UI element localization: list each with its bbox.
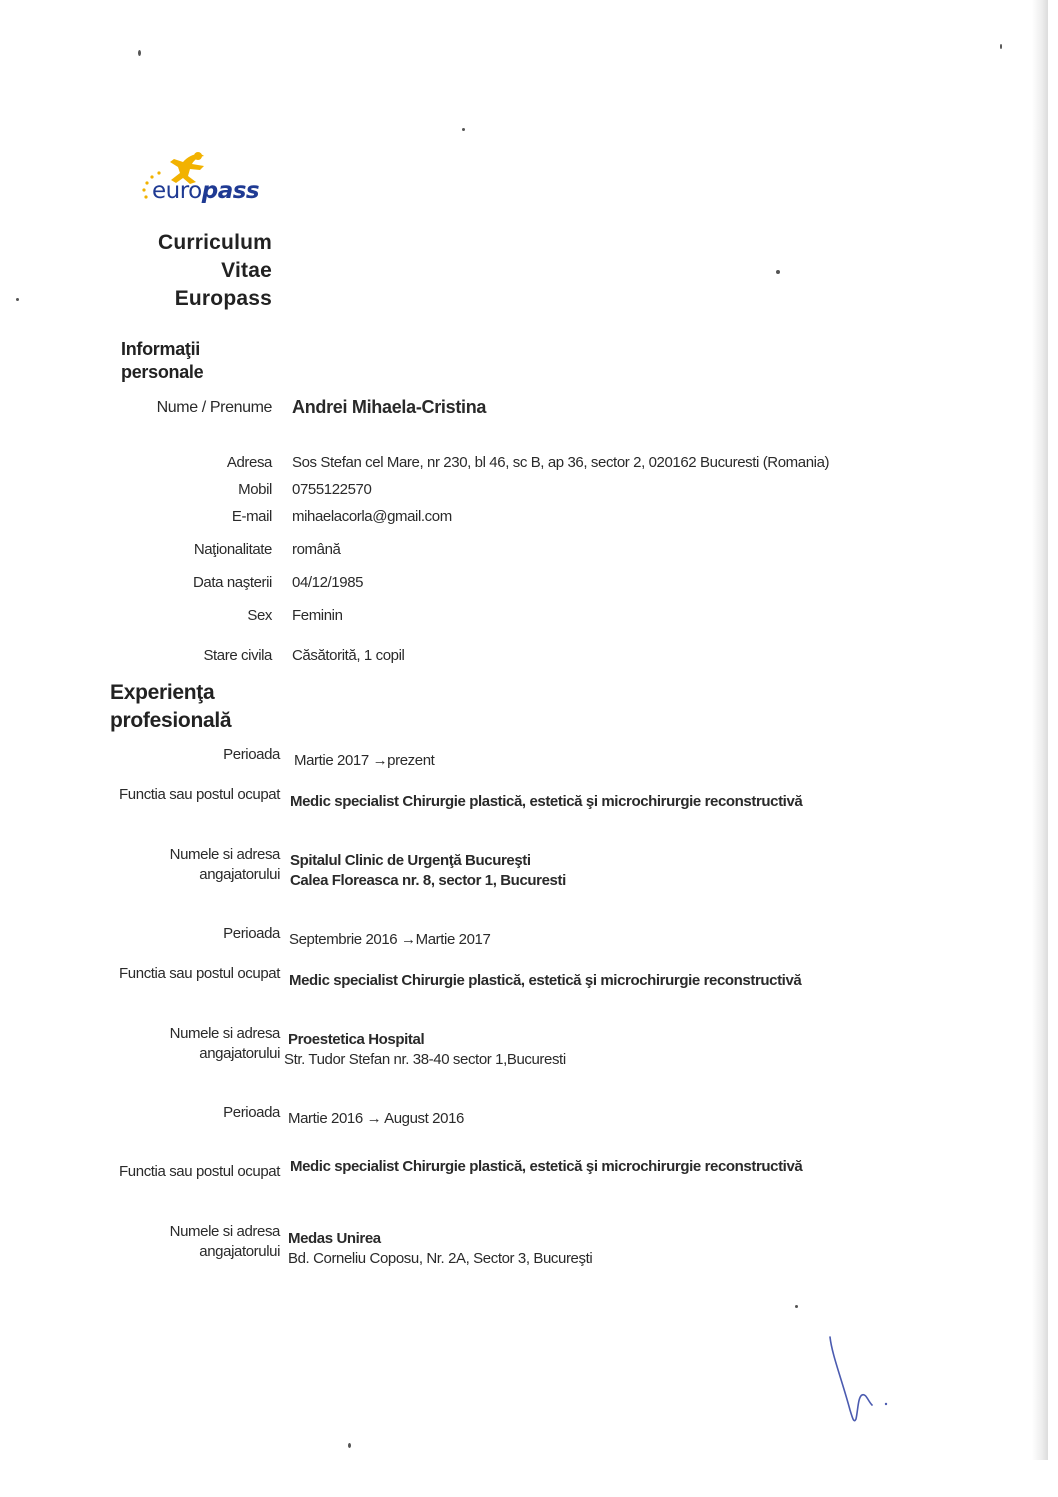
scan-speck <box>348 1443 351 1448</box>
cv-title-line-1: Curriculum <box>157 231 272 254</box>
period-label: Perioada <box>223 925 280 942</box>
civil-status-label: Stare civila <box>203 647 272 664</box>
address-value: Sos Stefan cel Mare, nr 230, bl 46, sc B, ap 36, sector 2, 020162 Bucuresti (Romania) <box>292 454 830 471</box>
sex-label: Sex <box>247 607 272 624</box>
scan-speck <box>776 270 780 274</box>
sex-value: Feminin <box>292 607 343 624</box>
employer-name: Medas Unirea <box>288 1230 381 1247</box>
function-label: Functia sau postul ocupat <box>119 786 280 803</box>
handwritten-signature <box>820 1335 900 1425</box>
scan-speck <box>462 128 465 131</box>
mobile-value: 0755122570 <box>292 481 372 498</box>
nationality-label: Naţionalitate <box>193 541 272 558</box>
employer-address: Calea Floreasca nr. 8, sector 1, Bucuresti <box>290 872 566 889</box>
scan-page-edge <box>1032 0 1048 1460</box>
employer-name: Spitalul Clinic de Urgenţă Bucureşti <box>290 852 531 869</box>
scan-speck <box>138 50 141 56</box>
employer-name: Proestetica Hospital <box>288 1031 425 1048</box>
employer-label: Numele si adresa angajatorului <box>169 1223 280 1260</box>
name-label: Nume / Prenume <box>156 399 272 416</box>
employer-label: Numele si adresa angajatorului <box>169 1025 280 1062</box>
period-value: Martie 2017 →prezent <box>294 752 435 769</box>
logo-text-pass: pass <box>201 178 260 204</box>
mobile-label: Mobil <box>238 481 272 498</box>
period-value: Septembrie 2016 →Martie 2017 <box>289 931 491 948</box>
nationality-value: română <box>292 541 341 558</box>
employer-label: Numele si adresa angajatorului <box>169 846 280 883</box>
europass-logo <box>138 150 263 210</box>
scan-speck <box>795 1305 798 1308</box>
function-label: Functia sau postul ocupat <box>119 965 280 982</box>
birthdate-label: Data naşterii <box>192 574 272 591</box>
function-value: Medic specialist Chirurgie plastică, estetică şi microchirurgie reconstructivă <box>290 793 803 810</box>
cv-title-line-3: Europass <box>174 287 272 310</box>
function-value: Medic specialist Chirurgie plastică, estetică şi microchirurgie reconstructivă <box>290 1158 803 1175</box>
period-label: Perioada <box>223 746 280 763</box>
email-label: E-mail <box>231 508 272 525</box>
address-label: Adresa <box>226 454 272 471</box>
function-value: Medic specialist Chirurgie plastică, estetică şi microchirurgie reconstructivă <box>289 972 802 989</box>
experience-heading: Experienţa profesională <box>110 681 232 732</box>
name-value: Andrei Mihaela-Cristina <box>292 397 487 417</box>
cv-title-line-2: Vitae <box>221 259 272 282</box>
personal-info-heading: Informaţii personale <box>121 339 204 382</box>
birthdate-value: 04/12/1985 <box>292 574 364 591</box>
employer-address: Str. Tudor Stefan nr. 38-40 sector 1,Bucuresti <box>284 1051 566 1068</box>
logo-text-euro: euro <box>152 178 202 204</box>
civil-status-value: Căsătorită, 1 copil <box>292 647 405 664</box>
period-value: Martie 2016 → August 2016 <box>288 1110 464 1127</box>
function-label: Functia sau postul ocupat <box>119 1163 280 1180</box>
period-label: Perioada <box>223 1104 280 1121</box>
scan-speck <box>1000 44 1002 49</box>
scan-speck <box>16 298 19 301</box>
cv-title <box>158 229 272 313</box>
email-value: mihaelacorla@gmail.com <box>292 508 452 525</box>
employer-address: Bd. Corneliu Coposu, Nr. 2A, Sector 3, Bucureşti <box>288 1250 593 1267</box>
